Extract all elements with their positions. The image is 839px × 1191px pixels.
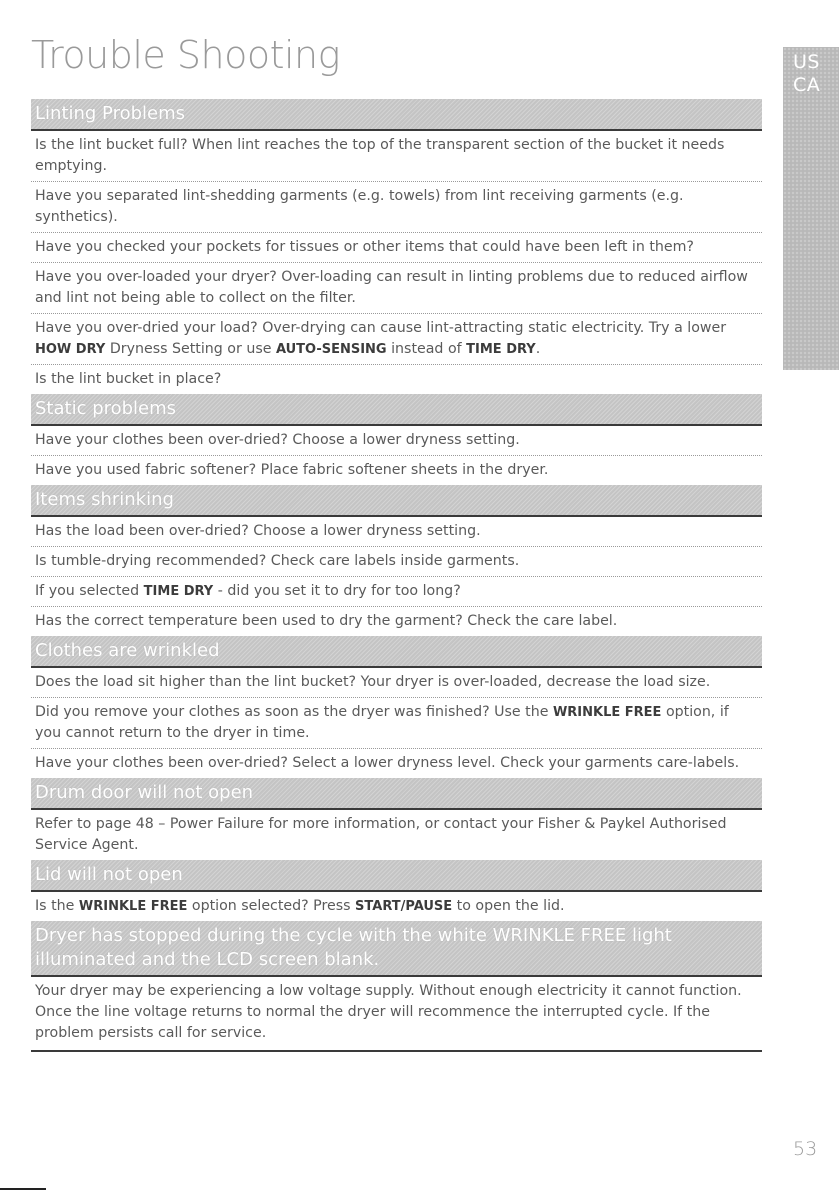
list-item <box>31 314 762 365</box>
corner-mark <box>0 1188 46 1190</box>
section-heading: Lid will not open <box>31 860 762 892</box>
section <box>31 394 762 485</box>
section-heading: Linting Problems <box>31 99 762 131</box>
section <box>31 636 762 778</box>
list-item <box>31 182 762 233</box>
section <box>31 485 762 636</box>
end-rule <box>31 1050 762 1052</box>
item-text: Has the correct temperature been used to dry the garment? Check the care label. <box>35 613 618 629</box>
item-text: instead of <box>386 341 467 357</box>
section <box>31 778 762 860</box>
list-item <box>31 365 762 394</box>
region-tab <box>783 47 839 370</box>
item-text: Have you over-dried your load? Over-drying can cause lint-attracting static electricity. Try a lower <box>35 320 727 336</box>
list-item <box>31 426 762 456</box>
list-item <box>31 233 762 263</box>
section-heading: Dryer has stopped during the cycle with the white WRINKLE FREE light illuminated and the LCD screen blank. <box>31 921 762 977</box>
item-text: Did you remove your clothes as soon as the dryer was finished? Use the <box>35 704 553 720</box>
section-heading: Items shrinking <box>31 485 762 517</box>
item-text: Dryness Setting or use <box>105 341 276 357</box>
item-text: Have you checked your pockets for tissues or other items that could have been left in them? <box>35 239 694 255</box>
item-text: option selected? Press <box>187 898 356 914</box>
keyword: HOW DRY <box>35 342 106 357</box>
list-item <box>31 749 762 778</box>
item-text: option, if you cannot return to the dryer in time. <box>35 704 729 741</box>
item-text: Does the load sit higher than the lint bucket? Your dryer is over-loaded, decrease the load size. <box>35 674 711 690</box>
item-text: Has the load been over-dried? Choose a lower dryness setting. <box>35 523 481 539</box>
section-heading: Static problems <box>31 394 762 426</box>
list-item <box>31 892 762 921</box>
keyword: AUTO-SENSING <box>275 342 387 357</box>
item-text: Have your clothes been over-dried? Select a lower dryness level. Check your garments care-labels. <box>35 755 740 771</box>
item-text: Have your clothes been over-dried? Choose a lower dryness setting. <box>35 432 520 448</box>
page-title: Trouble Shooting <box>31 33 340 77</box>
item-text: Have you over-loaded your dryer? Over-loading can result in linting problems due to reduced airflow and lint not being able to collect on the filter. <box>35 269 748 306</box>
list-item <box>31 517 762 547</box>
item-text: Your dryer may be experiencing a low voltage supply. Without enough electricity it cannot function. Once the line voltage returns to normal the dryer will recommence the interrupted cycle. If the problem persists call for service. <box>35 983 742 1041</box>
keyword: WRINKLE FREE <box>552 705 662 720</box>
keyword: WRINKLE FREE <box>78 899 188 914</box>
section <box>31 860 762 921</box>
list-item <box>31 263 762 314</box>
section <box>31 921 762 1048</box>
region-label-ca: CA <box>793 74 821 96</box>
item-text: Have you used fabric softener? Place fabric softener sheets in the dryer. <box>35 462 549 478</box>
list-item <box>31 456 762 485</box>
list-item <box>31 607 762 636</box>
item-text: Is tumble-drying recommended? Check care labels inside garments. <box>35 553 520 569</box>
list-item <box>31 668 762 698</box>
list-item <box>31 131 762 182</box>
item-text: Is the lint bucket in place? <box>35 371 222 387</box>
item-text: . <box>535 341 541 357</box>
section-heading: Drum door will not open <box>31 778 762 810</box>
section-heading: Clothes are wrinkled <box>31 636 762 668</box>
region-label-us: US <box>793 51 820 73</box>
list-item <box>31 577 762 607</box>
item-text: to open the lid. <box>452 898 565 914</box>
item-text: Have you separated lint-shedding garments (e.g. towels) from lint receiving garments (e.g. synthetics). <box>35 188 684 225</box>
list-item <box>31 810 762 860</box>
list-item <box>31 977 762 1048</box>
item-text: Refer to page 48 – Power Failure for more information, or contact your Fisher & Paykel Authorised Service Agent. <box>35 816 727 853</box>
item-text: - did you set it to dry for too long? <box>213 583 461 599</box>
page-number: 53 <box>793 1138 818 1160</box>
keyword: START/PAUSE <box>355 899 453 914</box>
section <box>31 99 762 394</box>
list-item <box>31 547 762 577</box>
troubleshooting-table <box>31 99 762 1052</box>
item-text: Is the <box>35 898 79 914</box>
item-text: Is the lint bucket full? When lint reaches the top of the transparent section of the bucket it needs emptying. <box>35 137 725 174</box>
list-item <box>31 698 762 749</box>
keyword: TIME DRY <box>143 584 214 599</box>
item-text: If you selected <box>35 583 144 599</box>
keyword: TIME DRY <box>466 342 536 357</box>
